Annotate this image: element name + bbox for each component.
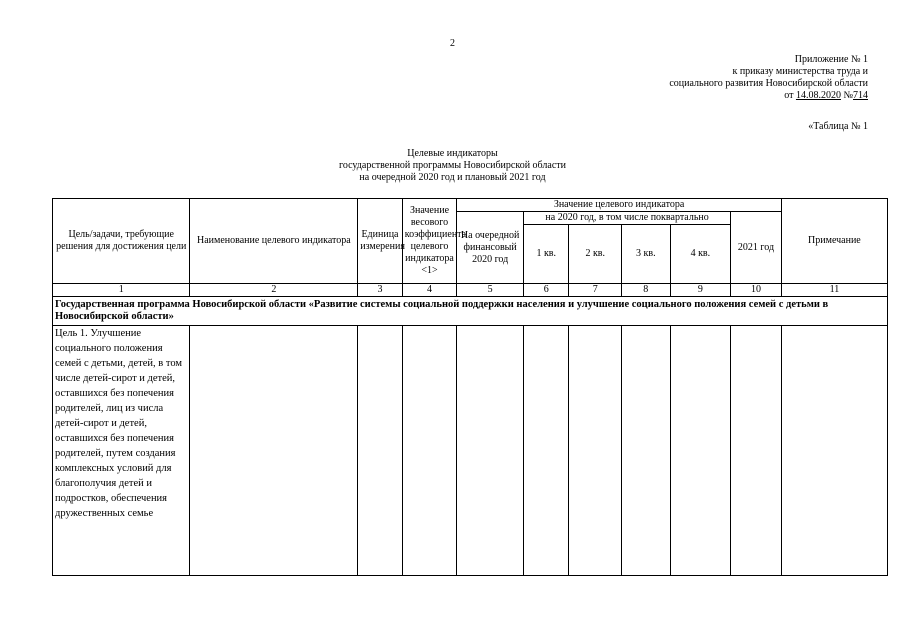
appendix-line-2: к приказу министерства труда и (732, 66, 868, 77)
appendix-date-line (669, 90, 868, 102)
program-title: Государственная программа Новосибирской области «Развитие системы социальной поддержки населения и улучшение социального положения семей с детьми в Новосибирской области» (53, 297, 888, 326)
table-reference: «Таблица № 1 (808, 121, 868, 132)
header-q3: 3 кв. (622, 225, 671, 284)
goal-1-text: Цель 1. Улучшение социального положения семей с детьми, детей, в том числе детей-сирот и детей, оставшихся без попечения родителей, лиц из числа детей-сирот и детей, оставшихся без попечения родителей, путем создания комплексных условий для благополучия детей и подростков, обеспечения дружественных семье (53, 326, 190, 576)
column-number: 9 (670, 284, 731, 297)
date-prefix: от (784, 90, 794, 101)
empty-cell (569, 326, 622, 576)
empty-cell (402, 326, 457, 576)
order-number: 714 (853, 90, 868, 101)
header-q2: 2 кв. (569, 225, 622, 284)
empty-cell (781, 326, 887, 576)
header-note: Примечание (781, 199, 887, 284)
empty-cell (358, 326, 402, 576)
empty-cell (457, 326, 524, 576)
column-number: 3 (358, 284, 402, 297)
document-title (0, 148, 905, 184)
header-value: Значение целевого индикатора (457, 199, 782, 212)
header-q1: 1 кв. (524, 225, 569, 284)
empty-cell (190, 326, 358, 576)
column-number: 4 (402, 284, 457, 297)
indicators-table (52, 198, 888, 576)
empty-cell (524, 326, 569, 576)
header-weight: Значение весового коэффициента целевого индикатора <1> (402, 199, 457, 284)
page-number: 2 (450, 38, 455, 49)
header-row-1 (53, 199, 888, 212)
program-row (53, 297, 888, 326)
goal-row (53, 326, 888, 576)
header-indicator: Наименование целевого индикатора (190, 199, 358, 284)
column-number: 2 (190, 284, 358, 297)
column-number: 10 (731, 284, 782, 297)
column-number: 6 (524, 284, 569, 297)
number-prefix: № (843, 90, 853, 101)
column-number: 8 (622, 284, 671, 297)
title-line-1: Целевые индикаторы (407, 148, 498, 159)
header-unit: Единица измерения (358, 199, 402, 284)
appendix-header (669, 54, 868, 102)
appendix-line-3: социального развития Новосибирской области (669, 78, 868, 89)
column-number: 5 (457, 284, 524, 297)
empty-cell (731, 326, 782, 576)
column-number: 11 (781, 284, 887, 297)
empty-cell (670, 326, 731, 576)
empty-cell (622, 326, 671, 576)
appendix-line-1: Приложение № 1 (794, 54, 868, 65)
column-number-row (53, 284, 888, 297)
column-number: 1 (53, 284, 190, 297)
header-financing: На очередной финансовый 2020 год (457, 212, 524, 284)
header-2020: на 2020 год, в том числе поквартально (524, 212, 731, 225)
header-goal: Цель/задачи, требующие решения для достижения цели (53, 199, 190, 284)
header-q4: 4 кв. (670, 225, 731, 284)
title-line-3: на очередной 2020 год и плановый 2021 год (359, 172, 546, 183)
column-number: 7 (569, 284, 622, 297)
title-line-2: государственной программы Новосибирской области (339, 160, 566, 171)
header-2021: 2021 год (731, 212, 782, 284)
order-date: 14.08.2020 (795, 90, 841, 101)
